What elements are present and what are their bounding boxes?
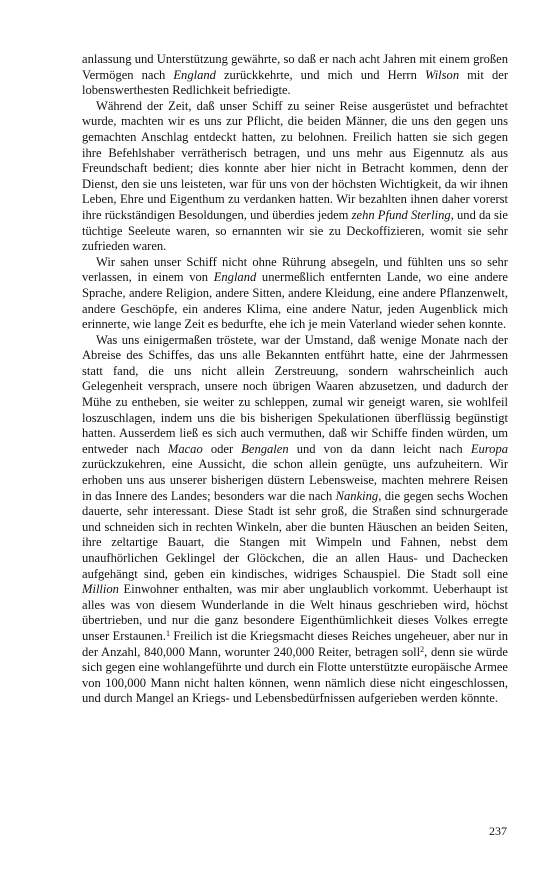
- text-run: unermeßlich entfernten Lande, wo eine andere Sprache, andere Religion, andere Sitten, andere Kleidung, eine andere Pflanzenwelt, andere Geschöpfe, ein anderes Klima, eine andere Natur, jeden Augenblick mich erinnerte, wie lange Zeit es bedurfte, ehe ich je mein Vaterland wieder sehen konnte.: [82, 270, 508, 332]
- italic-text: Bengalen: [241, 441, 289, 456]
- footnote-marker: 1: [165, 628, 170, 638]
- text-run: Freilich ist die Kriegsmacht dieses Reiches ungeheuer, aber nur in der Anzahl, 840,000 Mann, worunter 240,000 Reiter, betragen soll: [82, 628, 508, 659]
- italic-text: Europa: [470, 441, 509, 456]
- paragraph: [82, 99, 508, 255]
- text-run: mit der lobenswerthesten Redlichkeit befriedigte.: [82, 67, 508, 98]
- text-run: Einwohner enthalten, was mir aber unglaublich vorkommt. Ueberhaupt ist alles was von diesem Wunderlande in die Welt hinaus geschrieben wird, höchst übertrieben, und nur die ganz besondere Eigenthümlichkeit dieses Volkes erregte unser Erstaunen.: [82, 582, 508, 643]
- text-run: , denn sie würde sich gegen eine wohlangeführte und durch ein Flotte unterstützte europäische Armee von 100,000 Mann nicht halten können, wenn nämlich diese nicht eingeschlossen, und durch Mangel an Kriegs- und Lebensbedürfnissen aufgerieben werden könnte.: [82, 644, 509, 706]
- text-run: und von da dann leicht nach: [288, 441, 471, 456]
- text-run: , die gegen sechs Wochen dauerte, sehr interessant. Diese Stadt ist sehr groß, die Straßen sind schnurgerade und schneiden sich in rechten Winkeln, aber die bunten Häuschen an beiden Seiten, ihre zeltartige Bauart, die Stangen mit Wimpeln und Fahnen, nebst dem unaufhörlichen Geklingel der Glöckchen, die an allen Haus- und Dachecken aufgehängt sind, geben ein kindisches, widriges Schauspiel. Die Stadt soll eine: [82, 488, 508, 581]
- text-run: Was uns einigermaßen tröstete, war der Umstand, daß wenige Monate nach der Abreise des Schiffes, das uns alle Bekannten entführt hatte, eine der Jahrmessen statt fand, die uns nicht allein Zerstreuung, sondern wahrscheinlich auch Gelegenheit versprach, unsere noch übrigen Waaren abzusetzen, und dadurch der Mühe zu entheben, sie weiter zu schleppen, zumal wir geneigt waren, sie wohlfeil loszuschlagen, indem uns die bis bisherigen Spekulationen überflüssig begünstigt hatten. Ausserdem ließ es sich auch vermuthen, daß wir Schiffe finden würden, um entweder nach: [82, 332, 508, 456]
- page-number: 237: [489, 824, 507, 838]
- italic-text: Wilson: [424, 67, 460, 82]
- text-run: zurückzukehren, eine Aussicht, die schon allein genügte, uns aufzuheitern. Wir erhoben uns aus unserer bisherigen düstern Lebensweise, machten mehrere Reisen in das Innere des Landes; besonders war die nach: [82, 457, 508, 503]
- italic-text: England: [213, 270, 257, 285]
- italic-text: Macao: [167, 441, 203, 456]
- paragraph: [82, 52, 508, 99]
- italic-text: Million: [82, 582, 119, 597]
- italic-text: England: [173, 67, 216, 82]
- book-page-text: [82, 52, 508, 707]
- footnote-marker: 2: [420, 644, 425, 654]
- text-run: Während der Zeit, daß unser Schiff zu seiner Reise ausgerüstet und befrachtet wurde, machten wir es uns zur Pflicht, die beiden Männer, die uns den gegen uns gemachten Anschlag entdeckt hatten, zu belohnen. Freilich hatten sie sich gegen ihre Befehlshaber verrätherisch betragen, und uns mehr aus Eigennutz als aus Freundschaft bedient; dies konnte aber hier nicht in Betracht kommen, denn der Dienst, den sie uns leisteten, war für uns von der höchsten Wichtigkeit, da wir ihnen Leben, Ehre und Eigenthum zu verdanken hatten. Wir bezahlten ihnen daher vorerst ihre rückständigen Besoldungen, und überdies jedem: [82, 98, 508, 222]
- text-run: Wir sahen unser Schiff nicht ohne Rührung absegeln, und fühlten uns so sehr verlassen, in einem von: [82, 254, 508, 285]
- text-run: zurückkehrte, und mich und Herrn: [215, 67, 425, 82]
- text-run: , und da sie tüchtige Seeleute waren, so ernannten wir sie zu Deckoffizieren, womit sie sehr zufrieden waren.: [82, 207, 508, 254]
- paragraph: [82, 333, 508, 707]
- italic-text: Nanking: [335, 488, 379, 503]
- paragraph: [82, 255, 508, 333]
- text-run: anlassung und Unterstützung gewährte, so daß er nach acht Jahren mit einem großen Vermögen nach: [82, 52, 508, 82]
- text-run: oder: [202, 441, 242, 456]
- italic-text: zehn Pfund Sterling: [351, 207, 451, 222]
